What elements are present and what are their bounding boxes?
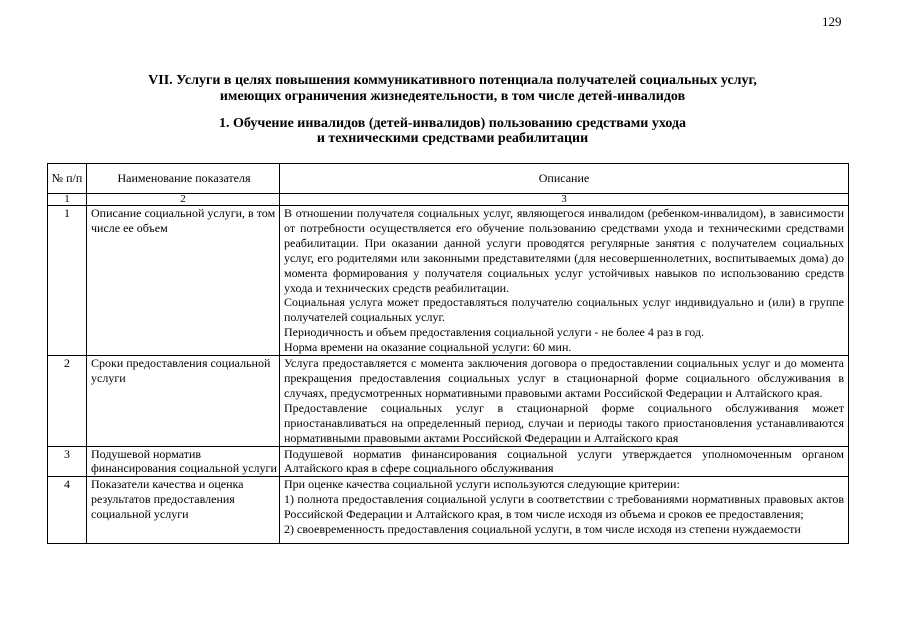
services-table	[47, 163, 849, 544]
row-name: Показатели качества и оценка результатов предоставления социальной услуги	[87, 477, 280, 544]
description-paragraph: Предоставление социальных услуг в стационарной форме социального обслуживания может приостанавливаться на определенный период, случаи и периоды такого приостановления устанавливаются нормативными правовыми актами Российской Федерации и Алтайского края	[284, 400, 844, 445]
description-paragraph: Услуга предоставляется с момента заключения договора о предоставлении социальных услуг и до момента прекращения предоставления социальных услуг в стационарной форме социального обслуживания в случаях, предусмотренных нормативными правовыми актами Российской Федерации и Алтайского края.	[284, 356, 844, 400]
column-number: 1	[48, 194, 87, 206]
description-paragraph: Подушевой норматив финансирования социальной услуги утверждается уполномоченным органом Алтайского края в сфере социального обслуживания	[284, 446, 844, 476]
subsection-title-line1: 1. Обучение инвалидов (детей-инвалидов) пользованию средствами ухода	[218, 116, 687, 131]
description-paragraph: При оценке качества социальной услуги используются следующие критерии:	[284, 477, 680, 492]
description-paragraph: Социальная услуга может предоставляться получателю социальных услуг индивидуально и (или) в группе получателей социальных услуг.	[284, 295, 844, 325]
header-num: № п/п	[48, 164, 87, 194]
row-description	[280, 206, 849, 356]
table-header-row	[48, 164, 849, 194]
table-row	[48, 356, 849, 446]
row-name: Подушевой норматив финансирования социальной услуги	[87, 446, 280, 477]
section-title-line1: VII. Услуги в целях повышения коммуникативного потенциала получателей социальных услуг,	[148, 73, 757, 88]
description-paragraph: 2) своевременность предоставления социальной услуги, в том числе исходя из степени нуждаемости	[284, 522, 801, 537]
row-num: 2	[48, 356, 87, 446]
description-paragraph: Периодичность и объем предоставления социальной услуги - не более 4 раз в год.	[284, 325, 704, 340]
description-paragraph: 1) полнота предоставления социальной услуги в соответствии с требованиями нормативных правовых актов Российской Федерации и Алтайского края, в том числе исходя из объема и сроков ее предоставления;	[284, 492, 844, 522]
subsection-title-line2: и техническими средствами реабилитации	[316, 131, 589, 146]
column-number: 2	[87, 194, 280, 206]
row-num: 1	[48, 206, 87, 356]
table-row	[48, 446, 849, 477]
section-title-line2: имеющих ограничения жизнедеятельности, в том числе детей-инвалидов	[219, 89, 686, 104]
row-name: Описание социальной услуги, в том числе ее объем	[87, 206, 280, 356]
header-name: Наименование показателя	[87, 164, 280, 194]
row-num: 3	[48, 446, 87, 477]
description-paragraph: В отношении получателя социальных услуг, являющегося инвалидом (ребенком-инвалидом), в зависимости от потребности осуществляется его обучение пользованию средствами ухода и техническими средствами реабилитации. При оказании данной услуги проводятся регулярные занятия с получателем социальных услуг, его родителями или законными представителями (для несовершеннолетних, воспитываемых дома) до момента формирования у получателя социальных услуг устойчивых навыков по использованию средств ухода и технических средств реабилитации.	[284, 206, 844, 295]
table-row	[48, 206, 849, 356]
page-number: 129	[822, 14, 842, 29]
header-description: Описание	[280, 164, 849, 194]
row-name: Сроки предоставления социальной услуги	[87, 356, 280, 446]
row-description	[280, 477, 849, 544]
row-num: 4	[48, 477, 87, 544]
column-number-row	[48, 194, 849, 206]
row-description	[280, 446, 849, 477]
table-row	[48, 477, 849, 544]
column-number: 3	[280, 194, 849, 206]
row-description	[280, 356, 849, 446]
description-paragraph: Норма времени на оказание социальной услуги: 60 мин.	[284, 340, 572, 355]
